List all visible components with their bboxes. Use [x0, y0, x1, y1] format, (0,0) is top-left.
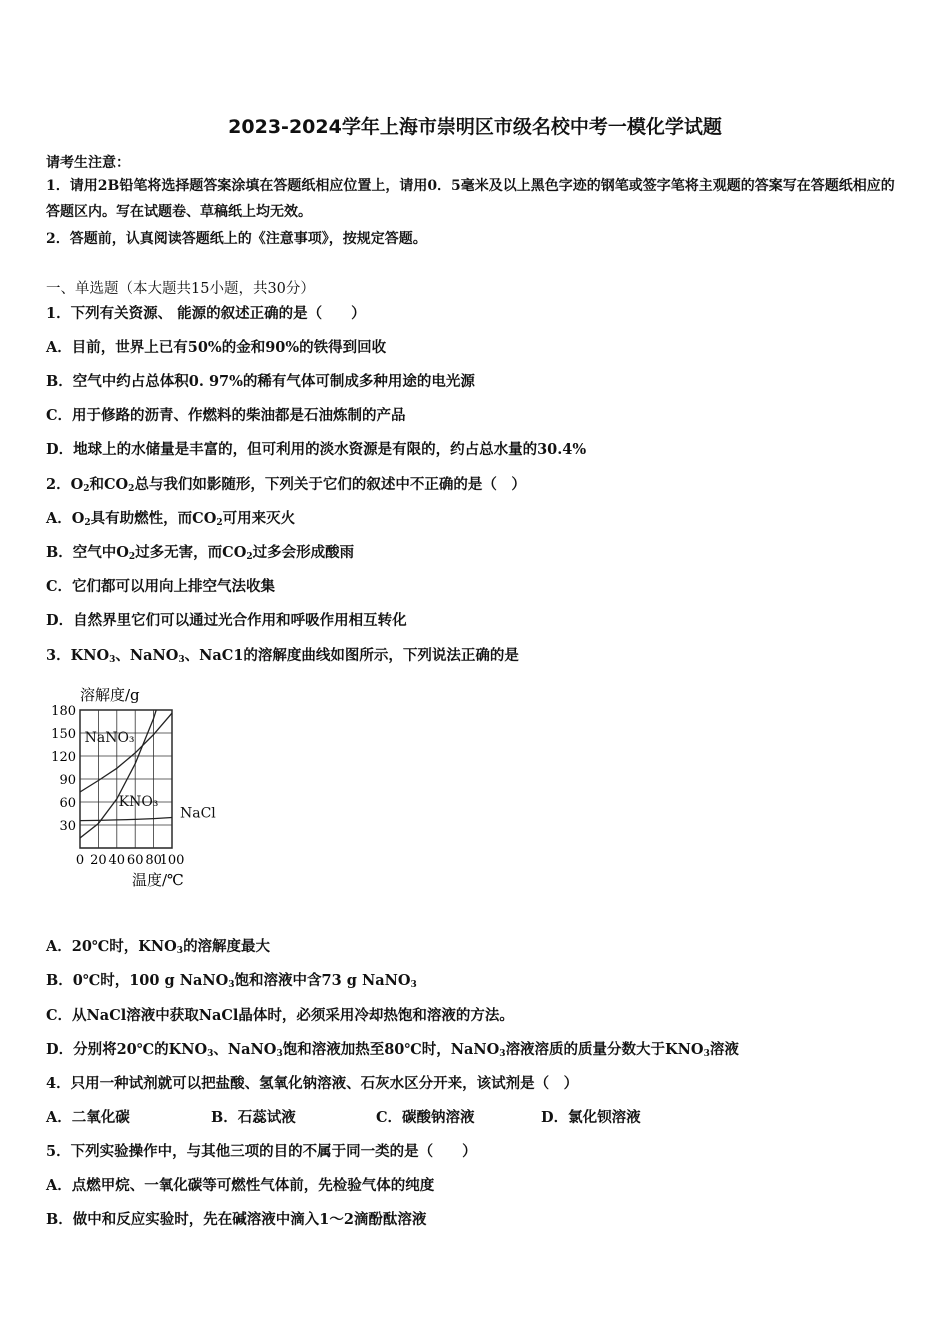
- q2-option-a[interactable]: A．$O_2$具有助燃性，而$CO_2$可用来灭火: [46, 510, 296, 528]
- chart-series-labels: [85, 730, 217, 821]
- chart-xlabel: 温度/℃: [132, 871, 184, 889]
- chart-series-NaCl: [80, 818, 172, 821]
- chart-label-NaCl: NaCl: [180, 805, 216, 822]
- q4-stem: 4．只用一种试剂就可以把盐酸、氢氧化钠溶液、石灰水区分开来，该试剂是（ ）: [46, 1075, 579, 1092]
- chart-y-tick-label: 150: [51, 727, 76, 742]
- chart-y-ticks: [51, 704, 76, 834]
- chart-x-tick-label: 0: [75, 853, 85, 868]
- q5-option-b[interactable]: B．做中和反应实验时，先在碱溶液中滴入1～2滴酚酞溶液: [46, 1211, 427, 1228]
- q3-option-d[interactable]: D．分别将20℃的$KNO_3$、NaNO$_3$饱和溶液加热至80℃时，NaNO$_3$溶液溶质的质量分数大于$KNO_3$溶液: [46, 1041, 739, 1059]
- q5-option-a[interactable]: A．点燃甲烷、一氧化碳等可燃性气体前，先检验气体的纯度: [46, 1177, 435, 1194]
- q3-option-a[interactable]: A．20℃时，$KNO_3$的溶解度最大: [46, 938, 271, 956]
- chart-y-tick-label: 60: [59, 796, 76, 811]
- chart-ylabel: 溶解度/g: [80, 686, 140, 704]
- q4-options: [46, 1106, 706, 1127]
- chart-x-tick-label: 40: [108, 853, 126, 868]
- chart-y-tick-label: 30: [59, 819, 76, 834]
- q4-option-a[interactable]: A．二氧化碳: [46, 1109, 130, 1126]
- chart-x-ticks: [76, 853, 185, 868]
- q5-stem: 5．下列实验操作中，与其他三项的目的不属于同一类的是（ ）: [46, 1143, 477, 1160]
- chart-x-tick-label: 60: [126, 853, 144, 868]
- q3-stem: 3．$KNO_3$、NaNO$_3$、NaC1的溶解度曲线如图所示，下列说法正确的是: [46, 647, 519, 665]
- chart-y-tick-label: 180: [51, 704, 76, 719]
- q2-option-c[interactable]: C．它们都可以用向上排空气法收集: [46, 578, 276, 595]
- q4-option-d[interactable]: D．氯化钡溶液: [541, 1109, 641, 1126]
- chart-label-KNO3: KNO₃: [118, 793, 159, 810]
- q4-option-b[interactable]: B．石蕊试液: [211, 1109, 296, 1126]
- chart-x-tick-label: 20: [90, 853, 107, 868]
- q2-option-b[interactable]: B．空气中$O_2$过多无害，而$CO_2$过多会形成酸雨: [46, 544, 355, 562]
- page-title: 2023-2024学年上海市崇明区市级名校中考一模化学试题: [228, 116, 722, 138]
- q1-option-d[interactable]: D．地球上的水储量是丰富的，但可利用的淡水资源是有限的，约占总水量的30.4%: [46, 441, 587, 458]
- q3-option-c[interactable]: C．从NaCl溶液中获取NaCl晶体时，必须采用冷却热饱和溶液的方法。: [46, 1007, 514, 1024]
- notice-item-1: 1．请用2B铅笔将选择题答案涂填在答题纸相应位置上，请用0．5毫米及以上黑色字迹的钢笔或签字笔将主观题的答案写在答题纸相应的答题区内。写在试题卷、草稿纸上均无效。: [46, 178, 895, 220]
- chart-y-tick-label: 90: [59, 773, 76, 788]
- q2-option-d[interactable]: D．自然界里它们可以通过光合作用和呼吸作用相互转化: [46, 612, 407, 629]
- q3-option-b[interactable]: B．0℃时，100 g NaNO$_3$饱和溶液中含73 g NaNO$_3$: [46, 972, 417, 990]
- q1-stem: 1．下列有关资源、 能源的叙述正确的是（ ）: [46, 305, 366, 322]
- chart-y-tick-label: 120: [51, 750, 76, 765]
- chart-label-NaNO3: NaNO₃: [84, 730, 135, 747]
- q1-option-c[interactable]: C．用于修路的沥青、作燃料的柴油都是石油炼制的产品: [46, 407, 406, 424]
- q1-option-b[interactable]: B．空气中约占总体积0. 97%的稀有气体可制成多种用途的电光源: [46, 373, 475, 390]
- section-heading: 一、单选题（本大题共15小题，共30分）: [46, 281, 315, 297]
- q1-option-a[interactable]: A．目前，世界上已有50%的金和90%的铁得到回收: [46, 339, 387, 356]
- chart-x-tick-label: 100: [159, 853, 185, 868]
- chart-x-tick-label: 80: [145, 853, 162, 868]
- q4-option-c[interactable]: C．碳酸钠溶液: [376, 1109, 475, 1126]
- q2-stem: 2．$O_2$和$CO_2$总与我们如影随形，下列关于它们的叙述中不正确的是（ ）: [46, 476, 526, 494]
- solubility-chart: [44, 680, 234, 895]
- notice-item-2: 2．答题前，认真阅读答题纸上的《注意事项》，按规定答题。: [46, 231, 427, 247]
- notice-heading: 请考生注意：: [46, 155, 130, 171]
